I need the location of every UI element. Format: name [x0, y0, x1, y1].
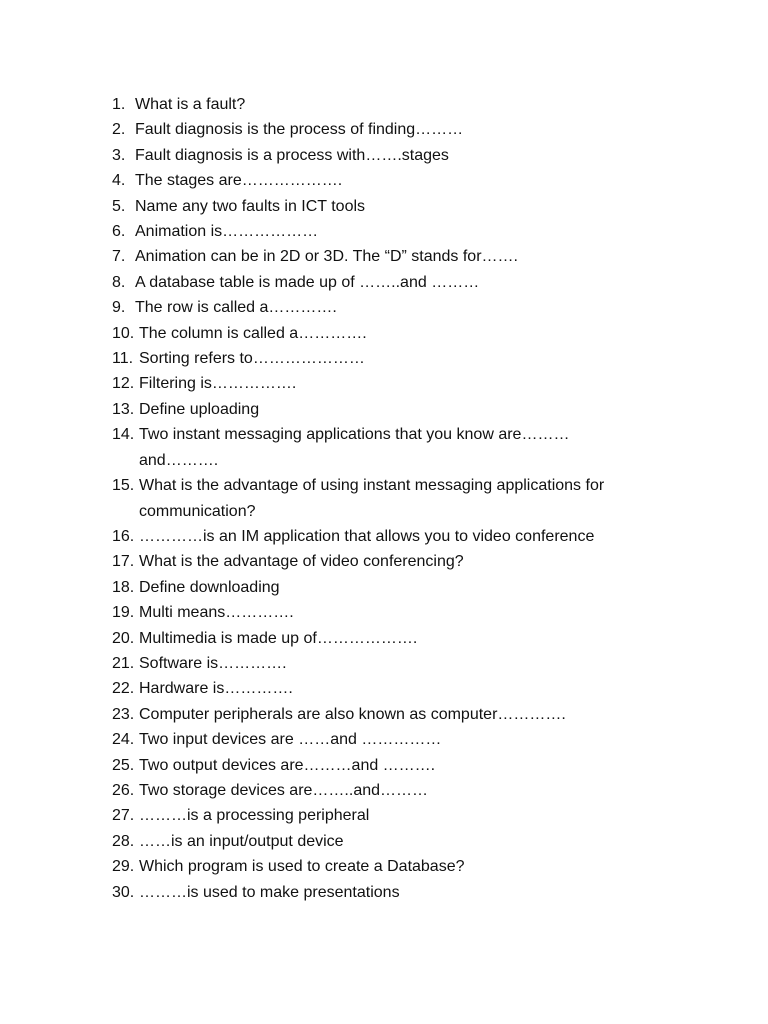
question-text: ………is used to make presentations — [139, 883, 400, 901]
question-number: 8. — [112, 273, 126, 291]
question-text: Two output devices are………and ………. — [139, 756, 436, 774]
question-number: 17. — [112, 553, 135, 571]
question-number: 10. — [112, 324, 135, 342]
question-item — [112, 422, 732, 473]
question-number: 18. — [112, 578, 135, 596]
question-text: The row is called a…………. — [135, 299, 337, 317]
question-number: 25. — [112, 756, 135, 774]
question-text: Animation can be in 2D or 3D. The “D” stands for……. — [135, 248, 518, 266]
question-item — [112, 473, 732, 524]
question-text: Sorting refers to………………… — [139, 350, 365, 368]
question-text: ………is a processing peripheral — [139, 807, 370, 825]
question-number: 3. — [112, 146, 126, 164]
question-item — [112, 803, 732, 828]
question-item — [112, 295, 732, 320]
question-item — [112, 168, 732, 193]
question-number: 24. — [112, 731, 135, 749]
question-number: 2. — [112, 121, 126, 139]
question-item — [112, 600, 732, 625]
question-number: 21. — [112, 654, 135, 672]
question-number: 9. — [112, 299, 126, 317]
question-text: Animation is……………… — [135, 223, 319, 241]
question-text: Filtering is……………. — [139, 375, 297, 393]
question-text: Hardware is…………. — [139, 680, 293, 698]
question-number: 15. — [112, 477, 135, 495]
question-item — [112, 676, 732, 701]
question-text: Define uploading — [139, 400, 260, 418]
question-text: What is the advantage of video conferencing? — [139, 553, 464, 571]
question-item — [112, 549, 732, 574]
question-text: The column is called a…………. — [139, 324, 367, 342]
question-item — [112, 219, 732, 244]
question-text: The stages are………………. — [135, 172, 343, 190]
question-number: 13. — [112, 400, 135, 418]
question-text: Define downloading — [139, 578, 280, 596]
question-text: Two instant messaging applications that you know are………and………. — [139, 426, 570, 469]
question-text: Name any two faults in ICT tools — [135, 197, 366, 215]
question-item — [112, 524, 732, 549]
question-number: 23. — [112, 705, 135, 723]
question-number: 26. — [112, 781, 135, 799]
question-text: …………is an IM application that allows you to video conference — [139, 527, 595, 545]
question-item — [112, 244, 732, 269]
question-item — [112, 727, 732, 752]
question-item — [112, 321, 732, 346]
question-item — [112, 651, 732, 676]
question-number: 1. — [112, 96, 126, 113]
question-item — [112, 880, 732, 905]
question-item — [112, 371, 732, 396]
question-text: Multimedia is made up of………………. — [139, 629, 418, 647]
question-text: Which program is used to create a Database? — [139, 858, 465, 876]
question-text: Fault diagnosis is a process with…….stages — [135, 146, 449, 164]
question-number: 6. — [112, 223, 126, 241]
question-number: 5. — [112, 197, 126, 215]
question-text: Software is…………. — [139, 654, 287, 672]
question-item — [112, 194, 732, 219]
question-number: 27. — [112, 807, 135, 825]
question-item — [112, 143, 732, 168]
question-text: Two storage devices are……..and……… — [139, 781, 429, 799]
question-item — [112, 854, 732, 879]
question-item — [112, 778, 732, 803]
question-number: 11. — [112, 350, 134, 368]
question-number: 30. — [112, 883, 135, 901]
question-number: 19. — [112, 604, 135, 622]
question-number: 14. — [112, 426, 135, 444]
question-item — [112, 270, 732, 295]
question-item — [112, 397, 732, 422]
question-item — [112, 626, 732, 651]
question-number: 7. — [112, 248, 126, 266]
question-item — [112, 117, 732, 142]
question-item — [112, 92, 732, 117]
question-text: Computer peripherals are also known as computer…………. — [139, 705, 566, 723]
question-item — [112, 702, 732, 727]
question-text: What is the advantage of using instant messaging applications for communication? — [139, 477, 605, 520]
question-number: 12. — [112, 375, 135, 393]
question-number: 29. — [112, 858, 135, 876]
question-text: Two input devices are ……and …………… — [139, 731, 442, 749]
question-number: 20. — [112, 629, 135, 647]
question-text: Fault diagnosis is the process of finding……… — [135, 121, 464, 139]
question-item — [112, 346, 732, 371]
question-text: What is a fault? — [135, 96, 246, 113]
question-number: 28. — [112, 832, 135, 850]
question-number: 4. — [112, 172, 126, 190]
question-item — [112, 829, 732, 854]
question-number: 16. — [112, 527, 135, 545]
question-text: ……is an input/output device — [139, 832, 344, 850]
question-text: Multi means…………. — [139, 604, 294, 622]
question-number: 22. — [112, 680, 135, 698]
question-item — [112, 753, 732, 778]
question-text: A database table is made up of ……..and ……… — [135, 273, 480, 291]
question-list — [112, 92, 732, 905]
question-item — [112, 575, 732, 600]
